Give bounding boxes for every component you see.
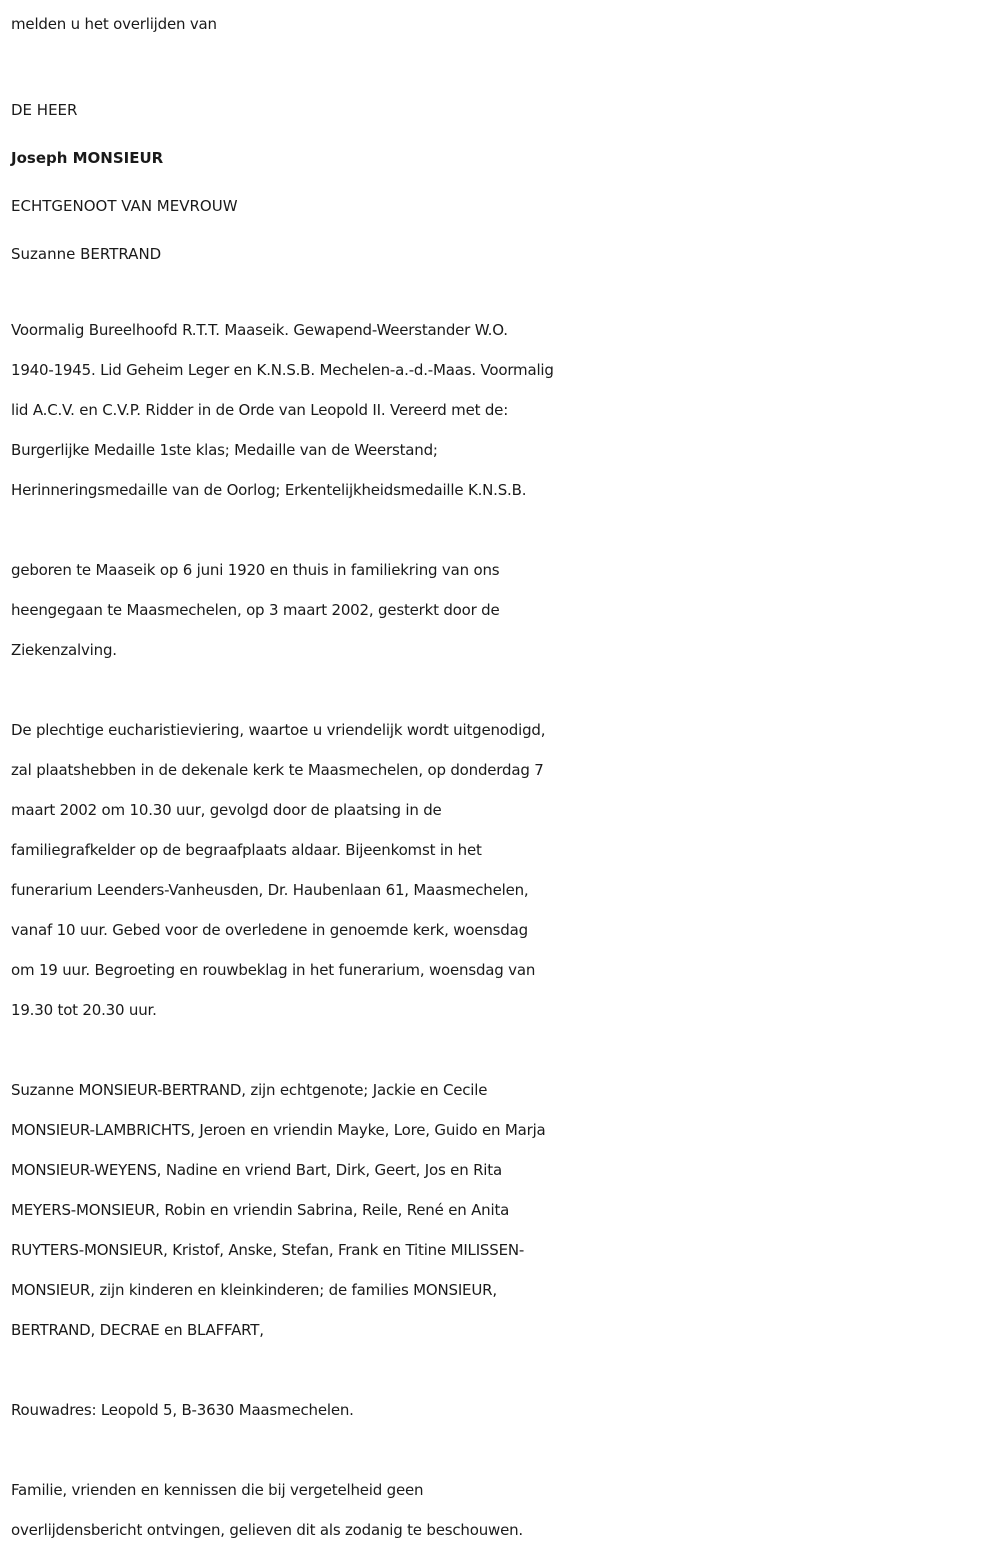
family-line: MONSIEUR-LAMBRICHTS, Jeroen en vriendin Mayke, Lore, Guido en Marja — [11, 1121, 546, 1139]
birth-death-line: geboren te Maaseik op 6 juni 1920 en thuis in familiekring van ons — [11, 561, 500, 579]
ceremony-line: om 19 uur. Begroeting en rouwbeklag in het funerarium, woensdag van — [11, 961, 536, 979]
family-line: MONSIEUR-WEYENS, Nadine en vriend Bart, Dirk, Geert, Jos en Rita — [11, 1161, 502, 1179]
biography-line: lid A.C.V. en C.V.P. Ridder in de Orde van Leopold II. Vereerd met de: — [11, 401, 509, 419]
ceremony-line: 19.30 tot 20.30 uur. — [11, 1001, 157, 1019]
family-line: MEYERS-MONSIEUR, Robin en vriendin Sabrina, Reile, René en Anita — [11, 1201, 510, 1219]
birth-death-line: heengegaan te Maasmechelen, op 3 maart 2002, gesterkt door de — [11, 601, 500, 619]
biography-line: Voormalig Bureelhoofd R.T.T. Maaseik. Gewapend-Weerstander W.O. — [11, 321, 508, 339]
birth-death-paragraph — [11, 550, 991, 670]
address-line: Rouwadres: Leopold 5, B-3630 Maasmechelen. — [11, 1401, 354, 1419]
biography-line: Herinneringsmedaille van de Oorlog; Erkentelijkheidsmedaille K.N.S.B. — [11, 481, 527, 499]
family-line: MONSIEUR, zijn kinderen en kleinkinderen; de families MONSIEUR, — [11, 1281, 497, 1299]
biography-line: 1940-1945. Lid Geheim Leger en K.N.S.B. Mechelen-a.-d.-Maas. Voormalig — [11, 361, 554, 379]
family-line: Suzanne MONSIEUR-BERTRAND, zijn echtgenote; Jackie en Cecile — [11, 1081, 488, 1099]
title-line: DE HEER — [11, 101, 78, 119]
deceased-name: Joseph MONSIEUR — [11, 149, 164, 167]
ceremony-paragraph — [11, 710, 991, 1030]
spouse-name: Suzanne BERTRAND — [11, 245, 162, 263]
family-paragraph — [11, 1070, 991, 1350]
ceremony-line: vanaf 10 uur. Gebed voor de overledene in genoemde kerk, woensdag — [11, 921, 528, 939]
death-notice — [11, 0, 991, 1550]
ceremony-line: familiegrafkelder op de begraafplaats aldaar. Bijeenkomst in het — [11, 841, 482, 859]
closing-paragraph — [11, 1470, 991, 1550]
mourning-address — [11, 1390, 991, 1430]
biography-line: Burgerlijke Medaille 1ste klas; Medaille van de Weerstand; — [11, 441, 438, 459]
birth-death-line: Ziekenzalving. — [11, 641, 117, 659]
ceremony-line: De plechtige eucharistieviering, waartoe u vriendelijk wordt uitgenodigd, — [11, 721, 546, 739]
family-line: RUYTERS-MONSIEUR, Kristof, Anske, Stefan, Frank en Titine MILISSEN- — [11, 1241, 525, 1259]
biography-paragraph — [11, 310, 991, 510]
ceremony-line: maart 2002 om 10.30 uur, gevolgd door de plaatsing in de — [11, 801, 442, 819]
closing-line: overlijdensbericht ontvingen, gelieven dit als zodanig te beschouwen. — [11, 1521, 523, 1539]
ceremony-line: funerarium Leenders-Vanheusden, Dr. Haubenlaan 61, Maasmechelen, — [11, 881, 529, 899]
family-line: BERTRAND, DECRAE en BLAFFART, — [11, 1321, 264, 1339]
intro-text: melden u het overlijden van — [11, 15, 217, 33]
closing-line: Familie, vrienden en kennissen die bij vergetelheid geen — [11, 1481, 424, 1499]
ceremony-line: zal plaatshebben in de dekenale kerk te Maasmechelen, op donderdag 7 — [11, 761, 544, 779]
spouse-line: ECHTGENOOT VAN MEVROUW — [11, 197, 238, 215]
